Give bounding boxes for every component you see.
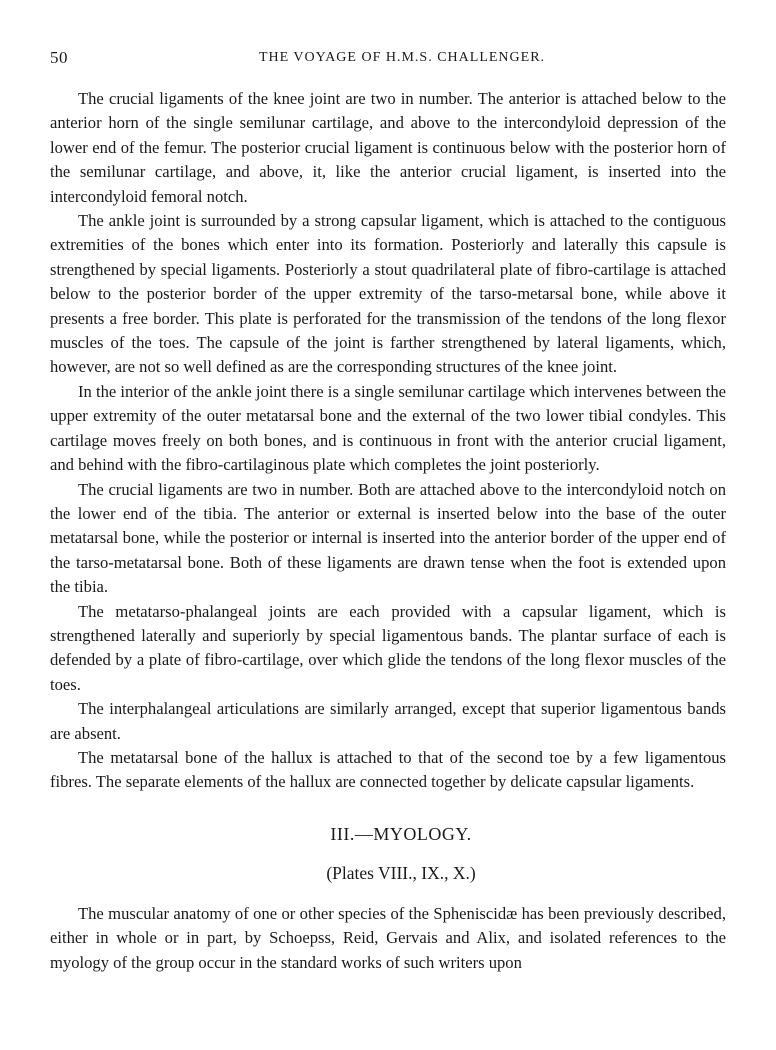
body-text xyxy=(50,87,726,795)
paragraph-interphalangeal: The interphalangeal articulations are similarly arranged, except that superior ligamentous bands are absent. xyxy=(50,699,726,743)
page-number: 50 xyxy=(50,48,68,67)
paragraph-myology-intro: The muscular anatomy of one or other species of the Spheniscidæ has been previously described, either in whole or in part, by Schoepss, Reid, Gervais and Alix, and isolated references to the myology of the group occur in the standard works of such writers upon xyxy=(50,903,726,972)
paragraph-metatarso-phalangeal: The metatarso-phalangeal joints are each provided with a capsular ligament, which is strengthened laterally and superiorly by special ligamentous bands. The plantar surface of each is defended by a plate of fibro-cartilage, over which glide the tendons of the long flexor muscles of the toes. xyxy=(50,601,726,694)
paragraph-knee-crucial-ligaments: The crucial ligaments of the knee joint are two in number. The anterior is attached below to the anterior horn of the single semilunar cartilage, and above to the intercondyloid depression of the lower end of the femur. The posterior crucial ligament is continuous below with the posterior horn of the semilunar cartilage, and above, it, like the anterior crucial ligament, is inserted into the intercondyloid femoral notch. xyxy=(50,89,726,206)
section-plates: (Plates VIII., IX., X.) xyxy=(326,862,476,883)
section-heading: III.—MYOLOGY. xyxy=(330,823,472,844)
paragraph-ankle-cartilage: In the interior of the ankle joint there is a single semilunar cartilage which intervenes between the upper extremity of the outer metatarsal bone and the external of the two lower tibial condyles. This cartilage moves freely on both bones, and is continuous in front with the anterior crucial ligament, and behind with the fibro-cartilaginous plate which completes the joint posteriorly. xyxy=(50,381,726,475)
section-header xyxy=(76,819,726,886)
paragraph-ankle-joint: The ankle joint is surrounded by a strong capsular ligament, which is attached to the contiguous extremities of the bones which enter into its formation. Posteriorly and laterally this capsule is strengthened by special ligaments. Posteriorly a stout quadrilateral plate of fibro-cartilage is attached below to the posterior border of the upper extremity of the tarso-metarsal bone, while above it presents a free border. This plate is perforated for the transmission of the tendons of the long flexor muscles of the toes. The capsule of the joint is farther strengthened by lateral ligaments, which, however, are not so well defined as are the corresponding structures of the knee joint. xyxy=(50,211,726,377)
page xyxy=(50,40,726,976)
running-head xyxy=(50,40,726,70)
running-title: THE VOYAGE OF H.M.S. CHALLENGER. xyxy=(258,50,546,65)
paragraph-ankle-crucial-ligaments: The crucial ligaments are two in number. Both are attached above to the intercondyloid notch on the lower end of the tibia. The anterior or external is inserted below into the base of the outer metatarsal bone, while the posterior or internal is inserted into the anterior border of the upper end of the tarso-metatarsal bone. Both of these ligaments are drawn tense when the foot is extended upon the tibia. xyxy=(50,479,726,597)
paragraph-hallux: The metatarsal bone of the hallux is attached to that of the second toe by a few ligamentous fibres. The separate elements of the hallux are connected together by delicate capsular ligaments. xyxy=(50,747,726,792)
